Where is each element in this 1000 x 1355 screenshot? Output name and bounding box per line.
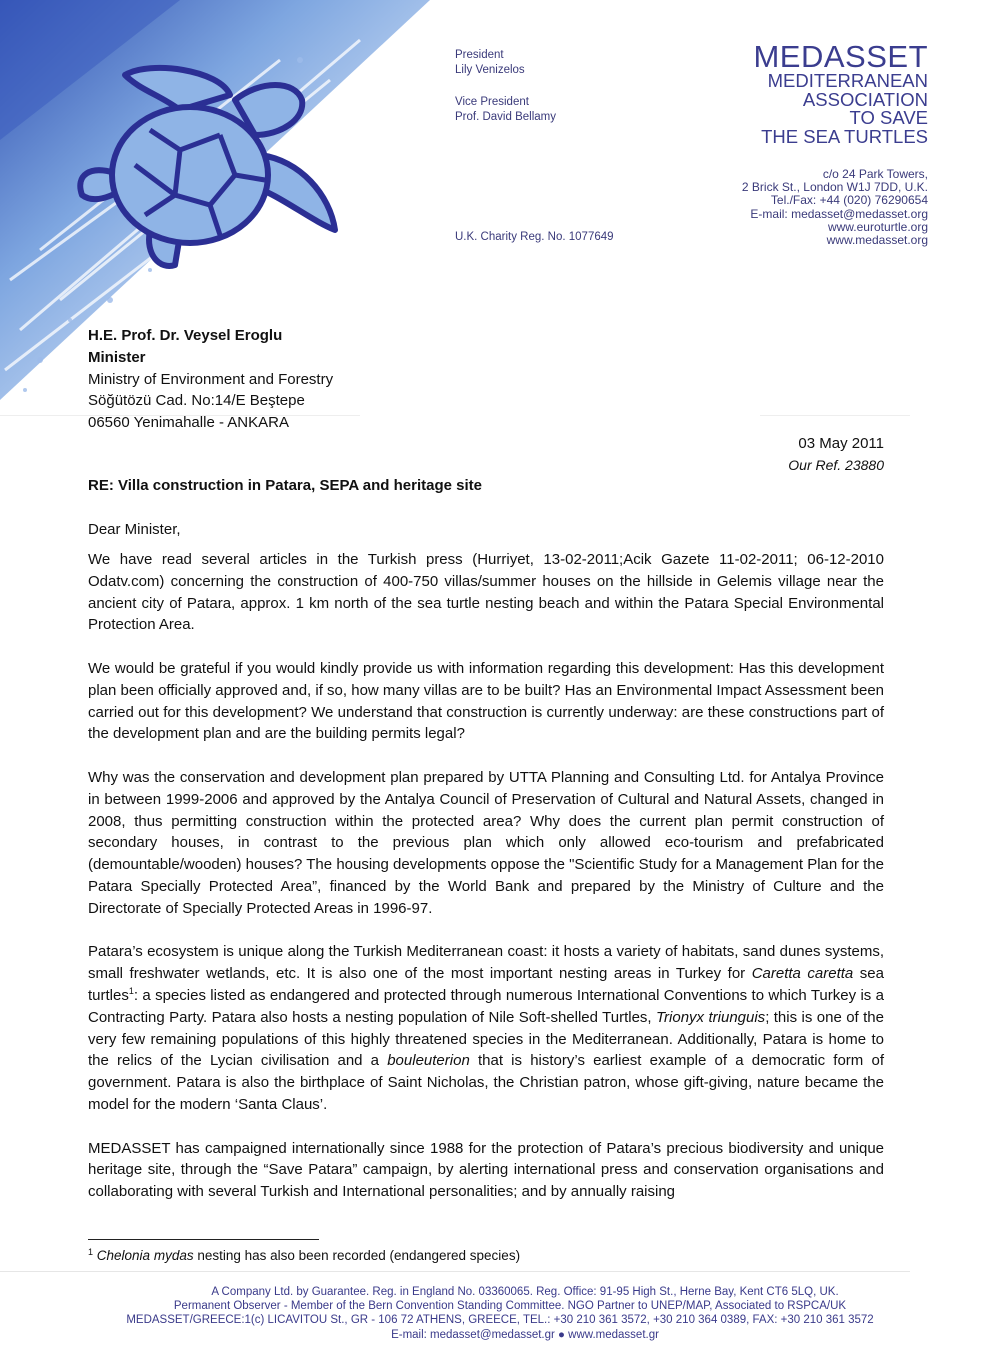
footnote-text: nesting has also been recorded (endangered species): [193, 1248, 521, 1263]
letter-date: 03 May 2011: [798, 435, 884, 452]
contact-block: [742, 168, 928, 247]
footnote-separator: [88, 1239, 319, 1240]
contact-line: c/o 24 Park Towers,: [822, 167, 928, 181]
contact-website: www.medasset.org: [826, 233, 928, 248]
species-name: Chelonia mydas: [96, 1248, 194, 1263]
letter-body: [88, 549, 884, 1225]
text-run: ; this is one of the very few remaining populations of this highly threatened species in the Mediterranean. Additionally, Patara is home to the relics of the Lycian civilisation and a: [88, 1008, 884, 1070]
brand-name: MEDASSET: [753, 39, 928, 74]
reference-number: Our Ref. 23880: [788, 456, 884, 473]
date-reference-block: [788, 433, 884, 477]
brand-line: THE SEA TURTLES: [761, 125, 928, 147]
divider: [760, 415, 910, 416]
salutation: Dear Minister,: [88, 521, 181, 538]
text-run: sea turtles: [88, 965, 884, 1004]
footer-divider: [0, 1271, 910, 1272]
paragraph: MEDASSET has campaigned internationally since 1988 for the protection of Patara’s precious biodiversity and unique heritage site, through the “Save Patara” campaign, by alerting international press and conservation organisations and collaborating with several Turkish and International personalities; and by annually raising: [88, 1139, 884, 1201]
paragraph: Why was the conservation and development plan prepared by UTTA Planning and Consulting Ltd. for Antalya Province in between 1999-2006 and approved by the Antalya Council of Preservation of Cultural and Natural Assets, changed in 2008, thus permitting construction within the protected area? Why does the current plan permit construction of secondary houses, in contrast to the previous plan which only allowed eco-tourism and prefabricated (demountable/wooden) houses? The housing developments oppose the "Scientific Study for a Management Plan for the Patara Specially Protected Area”, financed by the World Bank and prepared by the Ministry of Culture and the Directorate of Specially Protected Areas in 1996-97.: [88, 768, 884, 917]
footnote: [88, 1247, 520, 1263]
recipient-title: Minister: [88, 348, 146, 366]
footer-contact: E-mail: medasset@medasset.gr ● www.medasset.gr: [391, 1328, 659, 1341]
text-run: : a species listed as endangered and protected through numerous International Conventions to which Turkey is a Contracting Party. Patara also hosts a nesting population of Nile Soft-shelled Turtles,: [88, 986, 884, 1026]
vice-president-name: Prof. David Bellamy: [455, 111, 556, 123]
president-title: President: [455, 49, 504, 61]
recipient-address: [88, 325, 333, 434]
letterhead-footer: [0, 1285, 1000, 1342]
paragraph: We have read several articles in the Turkish press (Hurriyet, 13-02-2011;Acik Gazete 11-02-2011; 06-12-2010 Odatv.com) concerning the construction of 400-750 villas/summer houses on the hillside in Gelemis village near the ancient city of Patara, approx. 1 km north of the sea turtle nesting beach and within the Patara Special Environmental Protection Area.: [88, 551, 884, 634]
footer-line: Permanent Observer - Member of the Bern Convention Standing Committee. NGO Partner to UNEP/MAP, Associated to RSPCA/UK: [173, 1300, 847, 1313]
recipient-name: H.E. Prof. Dr. Veysel Eroglu: [88, 327, 283, 344]
sea-turtle-logo-icon: [70, 55, 350, 275]
paragraph: [88, 941, 884, 1115]
contact-email: E-mail: medasset@medasset.org: [750, 206, 928, 221]
contact-line: 2 Brick St., London W1J 7DD, U.K.: [741, 180, 928, 195]
officers-block: [455, 48, 556, 125]
vice-president-title: Vice President: [455, 96, 529, 108]
letter-subject: RE: Villa construction in Patara, SEPA and heritage site: [88, 477, 482, 494]
brand-line: TO SAVE: [849, 107, 928, 128]
species-name: Trionyx triunguis: [656, 1008, 766, 1026]
footnote-marker[interactable]: 1: [128, 985, 134, 996]
italic-term: bouleuterion: [387, 1052, 470, 1070]
charity-registration: U.K. Charity Reg. No. 1077649: [455, 231, 614, 243]
text-run: that is history’s earliest example of a democratic form of government. Patara is also the birthplace of Saint Nicholas, the Christian patron, whose gift-giving, nature became the model for the modern ‘Santa Claus’.: [88, 1052, 884, 1113]
paragraph: We would be grateful if you would kindly provide us with information regarding this development: Has this development plan been officially approved and, if so, how many villas are to be built? Has an Environmental Impact Assessment been carried out for this development? We understand that construction is currently underway: are these constructions part of the development plan and are the building permits legal?: [88, 659, 885, 743]
recipient-address-line: 06560 Yenimahalle - ANKARA: [88, 414, 289, 432]
brand-block: [753, 39, 928, 147]
footer-line: A Company Ltd. by Guarantee. Reg. in England No. 03360065. Reg. Office: 91-95 High St., Herne Bay, Kent CT6 5LQ, UK.: [211, 1286, 839, 1298]
recipient-address-line: Söğütözü Cad. No:14/E Beştepe: [88, 392, 305, 410]
brand-line: MEDITERRANEAN: [767, 70, 928, 91]
contact-website: www.euroturtle.org: [827, 219, 928, 234]
brand-line: ASSOCIATION: [802, 88, 928, 110]
text-run: Patara’s ecosystem is unique along the Turkish Mediterranean coast: it hosts a variety of habitats, sand dunes systems, small freshwater wetlands, etc. It is also one of the most important nesting areas in Turkey for: [88, 943, 884, 983]
recipient-org: Ministry of Environment and Forestry: [88, 370, 334, 388]
species-name: Caretta caretta: [751, 965, 854, 983]
footnote-number: 1: [88, 1247, 94, 1257]
footer-line: MEDASSET/GREECE:1(c) LICAVITOU St., GR - 106 72 ATHENS, GREECE, TEL.: +30 210 361 3572, +30 210 364 0389, FAX: +30 210 361 3572: [126, 1314, 874, 1327]
contact-phone: Tel./Fax: +44 (020) 76290654: [770, 193, 928, 208]
president-name: Lily Venizelos: [455, 64, 525, 76]
